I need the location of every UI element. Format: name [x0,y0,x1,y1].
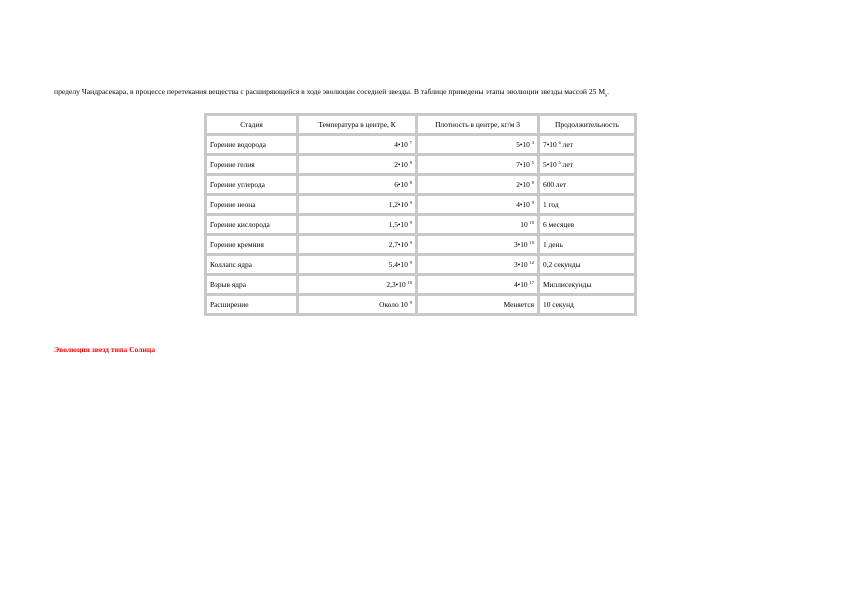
cell-temperature [299,156,415,173]
duration-value: 600 лет [543,180,567,189]
stage-name: Горение гелия [210,160,255,169]
stage-name: Горение водорода [210,140,266,149]
cell-density [418,296,537,313]
intro-mass-subscript: s [605,93,608,99]
cell-stage [207,136,296,153]
temperature-mantissa: 2•10 [394,160,408,169]
cell-density [418,156,537,173]
density-mantissa: 5•10 [516,140,530,149]
cell-stage [207,276,296,293]
density-mantissa: 3•10 [513,260,528,269]
cell-temperature [299,256,415,273]
duration-value: Миллисекунды [543,280,592,289]
temperature-exponent: 8 [409,160,412,165]
density-mantissa: 10 [520,220,528,229]
stage-name: Расширение [210,300,249,309]
duration-exponent: 5 [558,160,561,165]
density-exponent: 9 [531,200,534,205]
stage-name: Горение кислорода [210,220,270,229]
header-stage: Стадия [207,116,296,133]
duration-exponent: 6 [558,140,561,145]
density-mantissa: 2•10 [516,180,530,189]
table-row [207,196,634,213]
cell-duration [540,256,634,273]
table-row [207,276,634,293]
cell-temperature [299,216,415,233]
duration-value: 10 секунд [543,300,574,309]
duration-unit: лет [560,140,573,149]
temperature-exponent: 9 [409,240,412,245]
cell-duration [540,176,634,193]
density-exponent: 5 [531,160,534,165]
header-density: Плотность в центре, кг/м 3 [418,116,537,133]
cell-duration [540,276,634,293]
density-exponent: 8 [531,180,534,185]
duration-value: 1 год [543,200,559,209]
density-mantissa: 3•10 [513,240,528,249]
cell-temperature [299,176,415,193]
cell-duration [540,196,634,213]
stage-name: Коллапс ядра [210,260,252,269]
cell-duration [540,216,634,233]
table-row [207,236,634,253]
table-row [207,156,634,173]
stage-name: Горение углерода [210,180,265,189]
intro-end: . [607,87,609,96]
table-row [207,136,634,153]
cell-density [418,236,537,253]
table-row [207,256,634,273]
table-row [207,296,634,313]
duration-value: 1 день [543,240,563,249]
table-row [207,216,634,233]
cell-stage [207,296,296,313]
header-temperature: Температура в центре, К [299,116,415,133]
temperature-mantissa: 1,2•10 [388,200,408,209]
cell-stage [207,256,296,273]
stellar-evolution-table [204,113,637,316]
density-mantissa: 4•10 [513,280,528,289]
cell-stage [207,216,296,233]
density-exponent: 17 [529,280,534,285]
temperature-mantissa: 1,5•10 [388,220,408,229]
cell-density [418,216,537,233]
density-exponent: 10 [529,240,534,245]
temperature-mantissa: Около 10 [379,300,408,309]
cell-stage [207,196,296,213]
cell-density [418,176,537,193]
density-mantissa: 7•10 [516,160,530,169]
cell-duration [540,236,634,253]
intro-paragraph [54,87,794,102]
temperature-exponent: 10 [407,280,412,285]
duration-value: 7•10 [543,140,557,149]
temperature-exponent: 9 [409,220,412,225]
temperature-exponent: 9 [409,300,412,305]
cell-density [418,256,537,273]
density-exponent: 12 [529,260,534,265]
cell-density [418,196,537,213]
header-duration: Продолжительность [540,116,634,133]
temperature-mantissa: 2,7•10 [388,240,408,249]
stage-name: Взрыв ядра [210,280,246,289]
stage-name: Горение кремния [210,240,264,249]
duration-value: 6 месяцев [543,220,575,229]
duration-unit: лет [560,160,573,169]
temperature-exponent: 9 [409,200,412,205]
cell-temperature [299,296,415,313]
density-mantissa: 4•10 [516,200,530,209]
cell-duration [540,156,634,173]
table-header-row [207,116,634,133]
cell-temperature [299,236,415,253]
cell-density [418,136,537,153]
table-body [207,136,634,313]
temperature-mantissa: 6•10 [394,180,408,189]
cell-temperature [299,196,415,213]
cell-duration [540,296,634,313]
temperature-exponent: 8 [409,180,412,185]
temperature-exponent: 7 [409,140,412,145]
density-exponent: 3 [531,140,534,145]
temperature-mantissa: 5,4•10 [388,260,408,269]
temperature-mantissa: 4•10 [394,140,408,149]
cell-stage [207,156,296,173]
cell-duration [540,136,634,153]
cell-stage [207,236,296,253]
stage-name: Горение неона [210,200,256,209]
temperature-exponent: 9 [409,260,412,265]
cell-temperature [299,136,415,153]
cell-stage [207,176,296,193]
density-mantissa: Меняется [503,300,534,309]
cell-temperature [299,276,415,293]
cell-density [418,276,537,293]
table-row [207,176,634,193]
density-exponent: 10 [529,220,534,225]
duration-value: 0,2 секунды [543,260,581,269]
sun-type-evolution-link[interactable]: Эволюция звезд типа Солнца [54,345,156,354]
temperature-mantissa: 2,3•10 [386,280,406,289]
duration-value: 5•10 [543,160,557,169]
intro-text: пределу Чандрасекара, в процессе перетекания вещества с расширяющейся в ходе эволюции соседней звезды. В таблице приведены этапы эволюции звезды массой 25 M [54,87,606,96]
